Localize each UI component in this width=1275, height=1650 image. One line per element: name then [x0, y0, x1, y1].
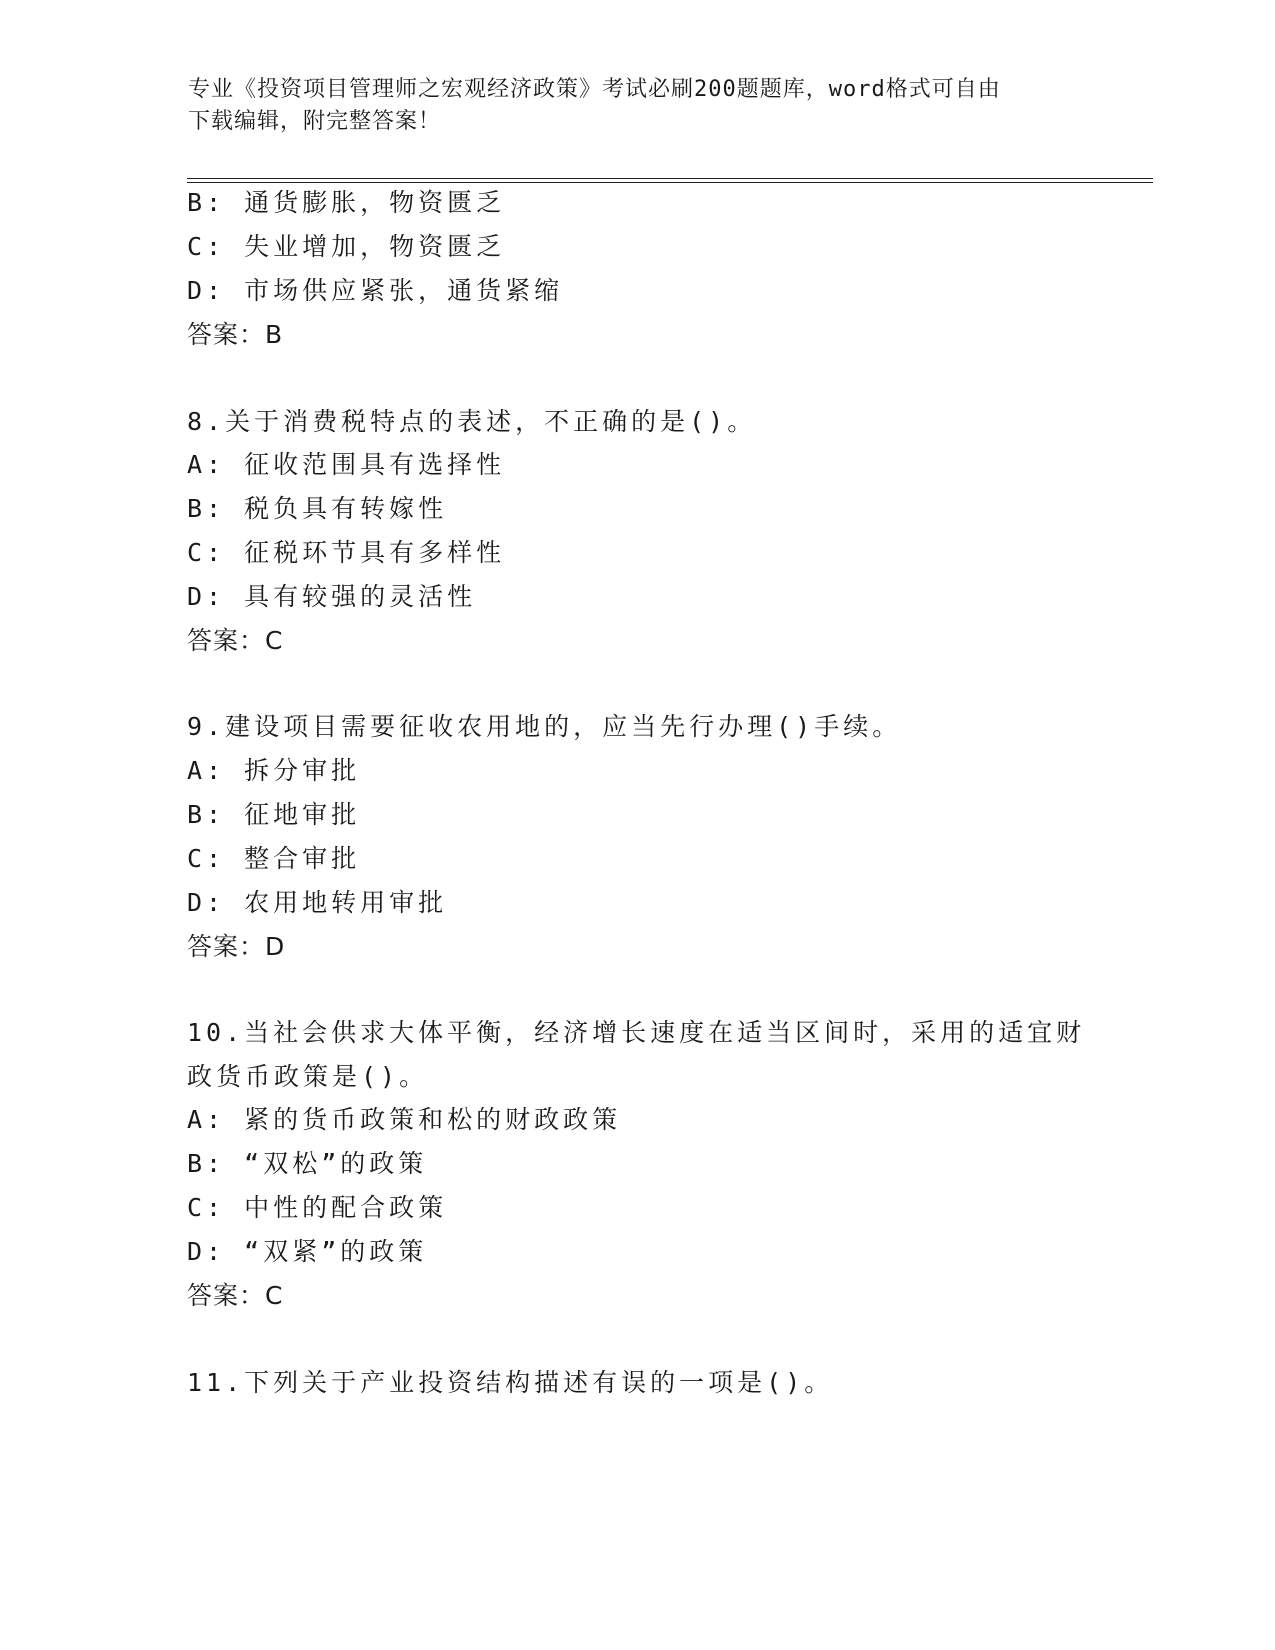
q9-option-d: D: 农用地转用审批 [187, 888, 448, 917]
q8-question: 8.关于消费税特点的表述，不正确的是()。 [187, 407, 757, 436]
q9-question: 9.建设项目需要征收农用地的，应当先行办理()手续。 [187, 712, 902, 741]
q9-answer: 答案：D [187, 932, 286, 961]
q9-option-b: B: 征地审批 [187, 800, 361, 829]
q10-answer: 答案：C [187, 1281, 284, 1310]
q8-option-d: D: 具有较强的灵活性 [187, 582, 477, 611]
q10-option-c: C: 中性的配合政策 [187, 1193, 448, 1222]
q7-answer: 答案：B [187, 320, 284, 349]
q10-option-d: D: “双紧”的政策 [187, 1237, 428, 1266]
q9-option-a: A: 拆分审批 [187, 756, 361, 785]
q7-option-c: C: 失业增加，物资匮乏 [187, 232, 506, 261]
q8-option-a: A: 征收范围具有选择性 [187, 450, 506, 479]
header-divider [187, 178, 1153, 183]
q8-option-b: B: 税负具有转嫁性 [187, 494, 448, 523]
header-line-2: 下载编辑，附完整答案！ [188, 109, 442, 134]
document-header [188, 74, 1088, 138]
q7-option-b: B: 通货膨胀，物资匮乏 [187, 188, 506, 217]
q10-question-line-1: 10.当社会供求大体平衡，经济增长速度在适当区间时，采用的适宜财 [187, 1018, 1086, 1047]
q10-option-b: B: “双松”的政策 [187, 1149, 428, 1178]
q10-option-a: A: 紧的货币政策和松的财政政策 [187, 1105, 622, 1134]
q10-question-line-2: 政货币政策是()。 [187, 1062, 429, 1091]
header-line-1: 专业《投资项目管理师之宏观经济政策》考试必刷200题题库，word格式可自由 [188, 77, 1001, 102]
q8-answer: 答案：C [187, 626, 284, 655]
q9-option-c: C: 整合审批 [187, 844, 361, 873]
q11-question: 11.下列关于产业投资结构描述有误的一项是()。 [187, 1368, 834, 1397]
q8-option-c: C: 征税环节具有多样性 [187, 538, 506, 567]
q7-option-d: D: 市场供应紧张，通货紧缩 [187, 276, 564, 305]
